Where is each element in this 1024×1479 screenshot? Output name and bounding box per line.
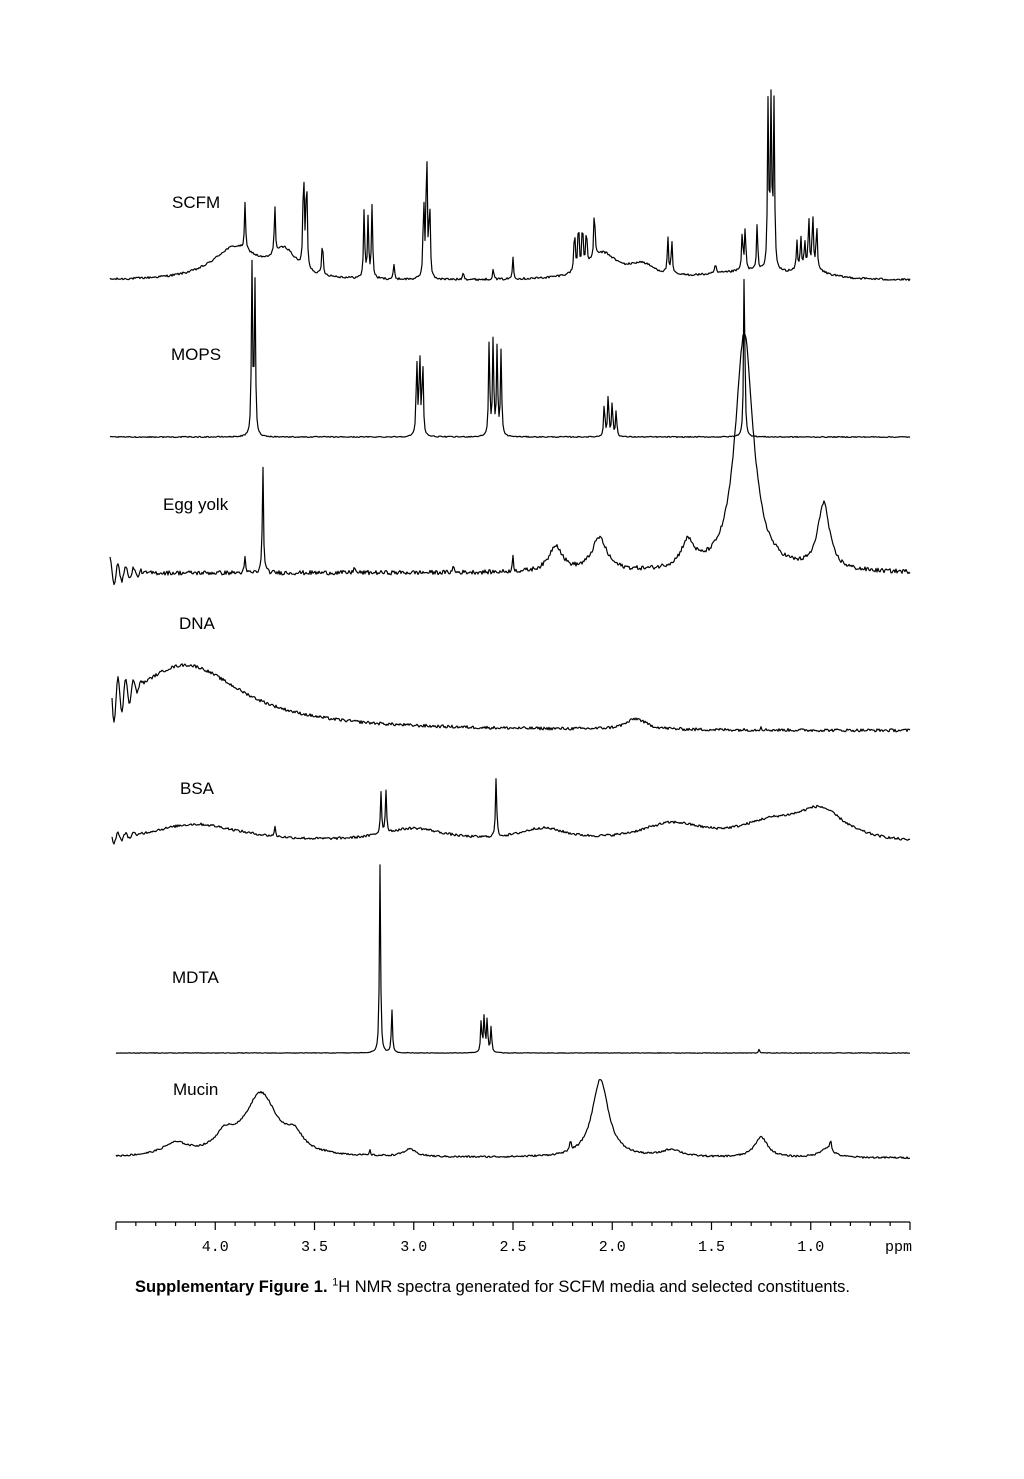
tick-label: 3.0	[400, 1239, 428, 1256]
caption-title: Supplementary Figure 1.	[135, 1278, 328, 1296]
spectra-traces	[110, 90, 910, 1159]
tick-label: 2.0	[598, 1239, 626, 1256]
caption-superscript: 1	[332, 1276, 339, 1289]
spectrum-trace-scfm	[110, 90, 910, 281]
spectrum-trace-mops	[110, 260, 910, 437]
tick-label: 1.5	[697, 1239, 726, 1256]
figure-caption	[135, 1276, 902, 1298]
ppm-axis	[116, 1222, 912, 1256]
spectrum-label-mdta: MDTA	[172, 968, 219, 987]
spectrum-label-dna: DNA	[179, 614, 215, 633]
ppm-unit-label: ppm	[885, 1239, 913, 1256]
spectrum-label-mucin: Mucin	[173, 1080, 219, 1099]
spectrum-trace-bsa	[112, 779, 910, 844]
caption-text: H NMR spectra generated for SCFM media and selected constituents.	[338, 1278, 850, 1296]
spectrum-labels	[163, 193, 229, 1099]
spectrum-label-bsa: BSA	[180, 779, 215, 798]
spectrum-trace-egg-yolk	[110, 335, 910, 585]
spectrum-trace-mdta	[116, 865, 910, 1053]
spectrum-trace-mucin	[116, 1080, 910, 1159]
tick-label: 4.0	[201, 1239, 229, 1256]
spectrum-label-scfm: SCFM	[172, 193, 221, 212]
ppm-axis-ticks	[116, 1222, 913, 1256]
tick-label: 1.0	[797, 1239, 825, 1256]
tick-label: 3.5	[300, 1239, 329, 1256]
spectrum-label-mops: MOPS	[171, 345, 222, 364]
tick-label: 2.5	[499, 1239, 527, 1256]
spectrum-trace-dna	[112, 664, 910, 732]
spectrum-label-egg-yolk: Egg yolk	[163, 495, 229, 514]
